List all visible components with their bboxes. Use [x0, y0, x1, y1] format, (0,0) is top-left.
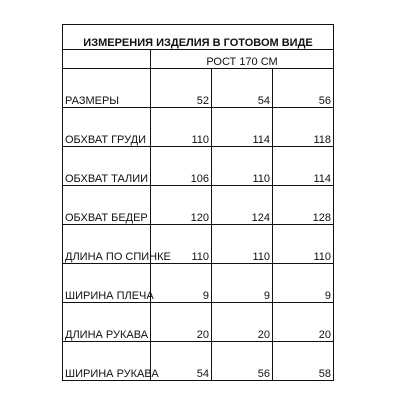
cell-value: 9	[151, 264, 212, 303]
row-label: ШИРИНА ПЛЕЧА	[63, 264, 151, 303]
cell-value: 124	[212, 186, 273, 225]
cell-value: 9	[273, 264, 334, 303]
row-label: РАЗМЕРЫ	[63, 69, 151, 108]
cell-value: 20	[273, 303, 334, 342]
cell-value: 56	[273, 69, 334, 108]
header-blank-cell	[63, 50, 151, 69]
table-row	[63, 147, 334, 186]
cell-value: 9	[212, 264, 273, 303]
cell-value: 110	[151, 225, 212, 264]
cell-value: 54	[212, 69, 273, 108]
measurements-table	[62, 24, 334, 381]
table-row	[63, 303, 334, 342]
table-row	[63, 225, 334, 264]
row-label: ОБХВАТ ТАЛИИ	[63, 147, 151, 186]
height-label: РОСТ 170 СМ	[151, 50, 334, 69]
cell-value: 110	[273, 225, 334, 264]
cell-value: 56	[212, 342, 273, 381]
cell-value: 106	[151, 147, 212, 186]
cell-value: 120	[151, 186, 212, 225]
cell-value: 52	[151, 69, 212, 108]
table-row	[63, 186, 334, 225]
row-label: ШИРИНА РУКАВА	[63, 342, 151, 381]
cell-value: 128	[273, 186, 334, 225]
cell-value: 110	[212, 225, 273, 264]
row-label: ДЛИНА РУКАВА	[63, 303, 151, 342]
cell-value: 114	[212, 108, 273, 147]
cell-value: 20	[151, 303, 212, 342]
row-label: ОБХВАТ ГРУДИ	[63, 108, 151, 147]
cell-value: 118	[273, 108, 334, 147]
table-row	[63, 264, 334, 303]
cell-value: 58	[273, 342, 334, 381]
table-row	[63, 108, 334, 147]
row-label: ОБХВАТ БЕДЕР	[63, 186, 151, 225]
table-title: ИЗМЕРЕНИЯ ИЗДЕЛИЯ В ГОТОВОМ ВИДЕ	[63, 25, 334, 50]
cell-value: 114	[273, 147, 334, 186]
cell-value: 20	[212, 303, 273, 342]
cell-value: 110	[212, 147, 273, 186]
table-row	[63, 69, 334, 108]
table-row	[63, 342, 334, 381]
title-row	[63, 25, 334, 50]
cell-value: 110	[151, 108, 212, 147]
cell-value: 54	[151, 342, 212, 381]
row-label: ДЛИНА ПО СПИНКЕ	[63, 225, 151, 264]
height-row	[63, 50, 334, 69]
